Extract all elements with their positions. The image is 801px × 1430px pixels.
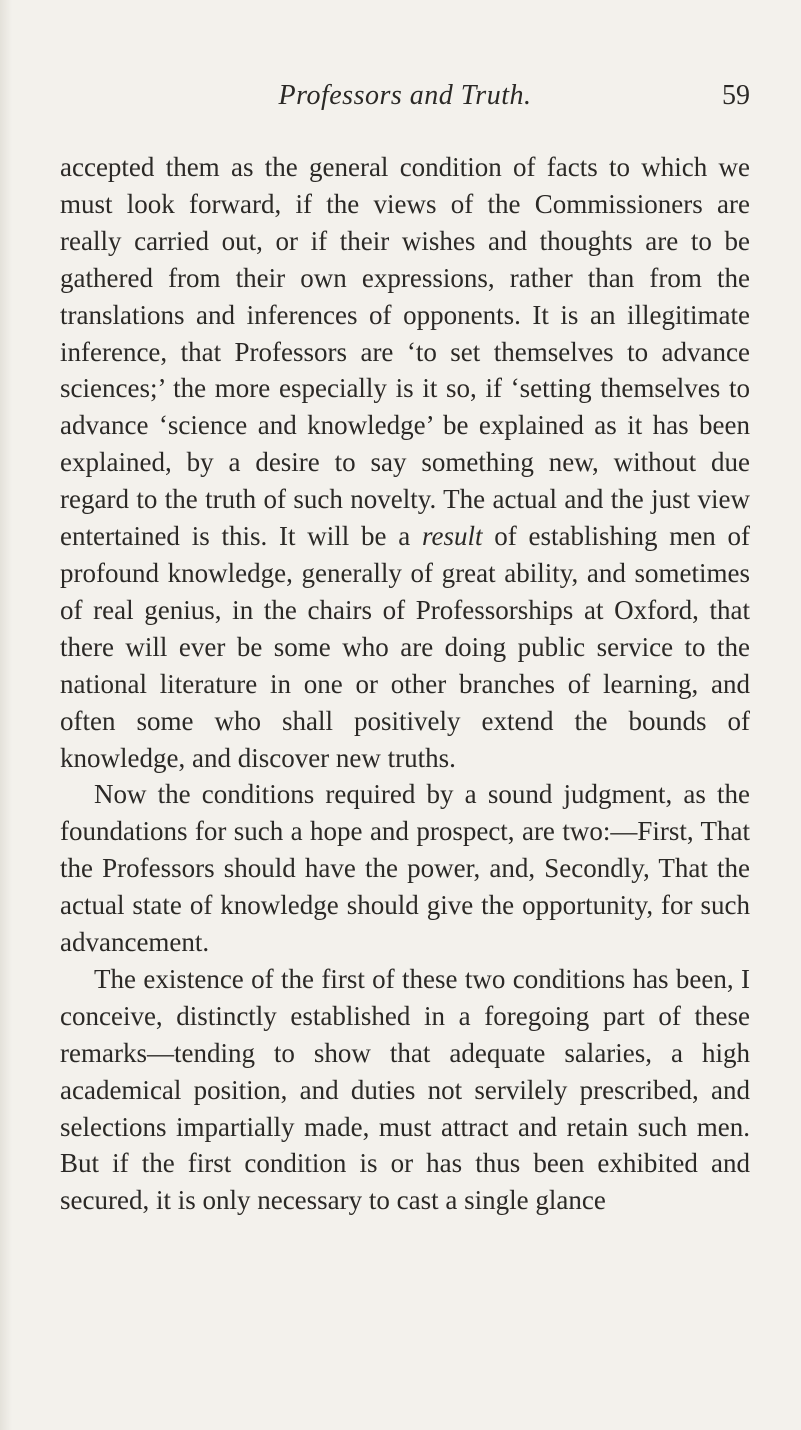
running-head bbox=[60, 80, 750, 120]
body-text bbox=[60, 149, 750, 1219]
page-edge bbox=[0, 0, 12, 1430]
paragraph-1 bbox=[60, 149, 750, 776]
running-title: Professors and Truth. bbox=[278, 80, 532, 111]
page-number: 59 bbox=[722, 80, 750, 111]
paragraph-1-text-a: accepted them as the general condition of facts to which we must look forward, if the views of the Commissioners are really carried out, or if their wishes and thoughts are to be gathered from their own expressions, rather than from the translations and inferences of opponents. It is an illegitimate inference, that Professors are ‘to set themselves to advance sciences;’ the more especially is it so, if ‘setting themselves to advance ‘science and knowledge’ be explained as it has been explained, by a desire to say something new, without due regard to the truth of such novelty. The actual and the just view entertained is this. It will be a bbox=[60, 152, 750, 552]
paragraph-3: The existence of the first of these two conditions has been, I conceive, distinctly established in a foregoing part of these remarks—tending to show that adequate salaries, a high academical position, and duties not servilely prescribed, and selections impartially made, must attract and retain such men. But if the first condition is or has thus been exhibited and secured, it is only necessary to cast a single glance bbox=[60, 963, 750, 1216]
paragraph-1-emphasis: result bbox=[422, 521, 483, 552]
paragraph-2: Now the conditions required by a sound judgment, as the foundations for such a hope and prospect, are two:—First, That the Professors should have the power, and, Secondly, That the actual state of knowledge should give the opportunity, for such advancement. bbox=[60, 779, 750, 958]
paragraph-1-text-b: of establishing men of profound knowledge, generally of great ability, and sometimes of real genius, in the chairs of Professorships at Oxford, that there will ever be some who are doing public service to the national literature in one or other branches of learning, and often some who shall positively extend the bounds of knowledge, and discover new truths. bbox=[60, 521, 751, 773]
